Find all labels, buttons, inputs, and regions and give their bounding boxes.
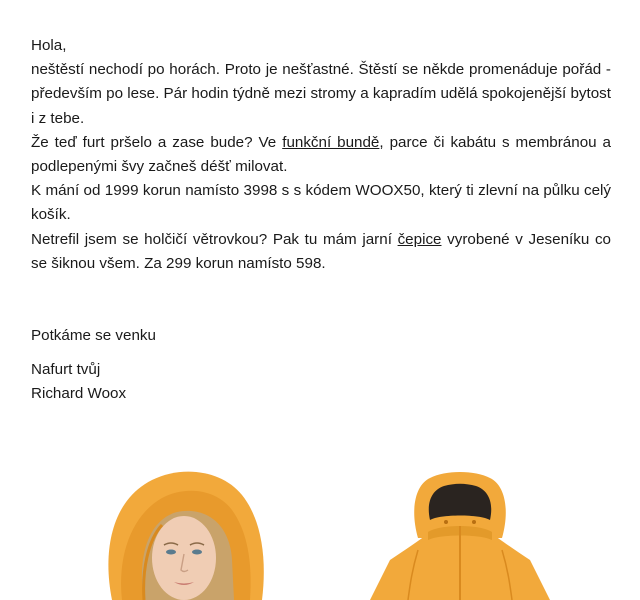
product-photos: [0, 440, 640, 600]
paragraph-discount: K mání od 1999 korun namísto 3998 s s kódem WOOX50, který ti zlevní na půlku celý košík.: [31, 182, 611, 224]
functional-jacket-link[interactable]: funkční bundě: [282, 133, 380, 151]
woman-in-hooded-jacket-photo[interactable]: [82, 440, 282, 600]
signoff-line: Nafurt tvůj: [31, 361, 101, 379]
closing-line: Potkáme se venku: [31, 327, 156, 345]
paragraph-jacket-text-after: , parce či kabátu s membránou a podlepenými švy začneš déšť milovat.: [31, 133, 612, 176]
signature: Richard Woox: [31, 385, 127, 403]
paragraph-caps-text-before: Netrefil jsem se holčičí větrovkou? Pak tu mám jarní: [31, 230, 398, 248]
paragraph-caps-text-after: vyrobené v Jeseníku co se šiknou všem. Za 299 korun namísto 598.: [31, 230, 611, 272]
orange-jacket-product-photo[interactable]: [360, 440, 560, 600]
caps-link[interactable]: čepice: [397, 230, 442, 248]
paragraph-intro: neštěstí nechodí po horách. Proto je nešťastné. Štěstí se někde promenáduje pořád - především po lese. Pár hodin týdně mezi stromy a kapradím udělá spokojenější bytost i z tebe.: [31, 61, 611, 127]
paragraph-jacket: [31, 131, 611, 179]
paragraph-jacket-text-before: Že teď furt pršelo a zase bude? Ve: [31, 133, 283, 151]
paragraph-caps: [31, 228, 611, 276]
email-body: [31, 34, 611, 407]
greeting: Hola,: [31, 37, 67, 54]
